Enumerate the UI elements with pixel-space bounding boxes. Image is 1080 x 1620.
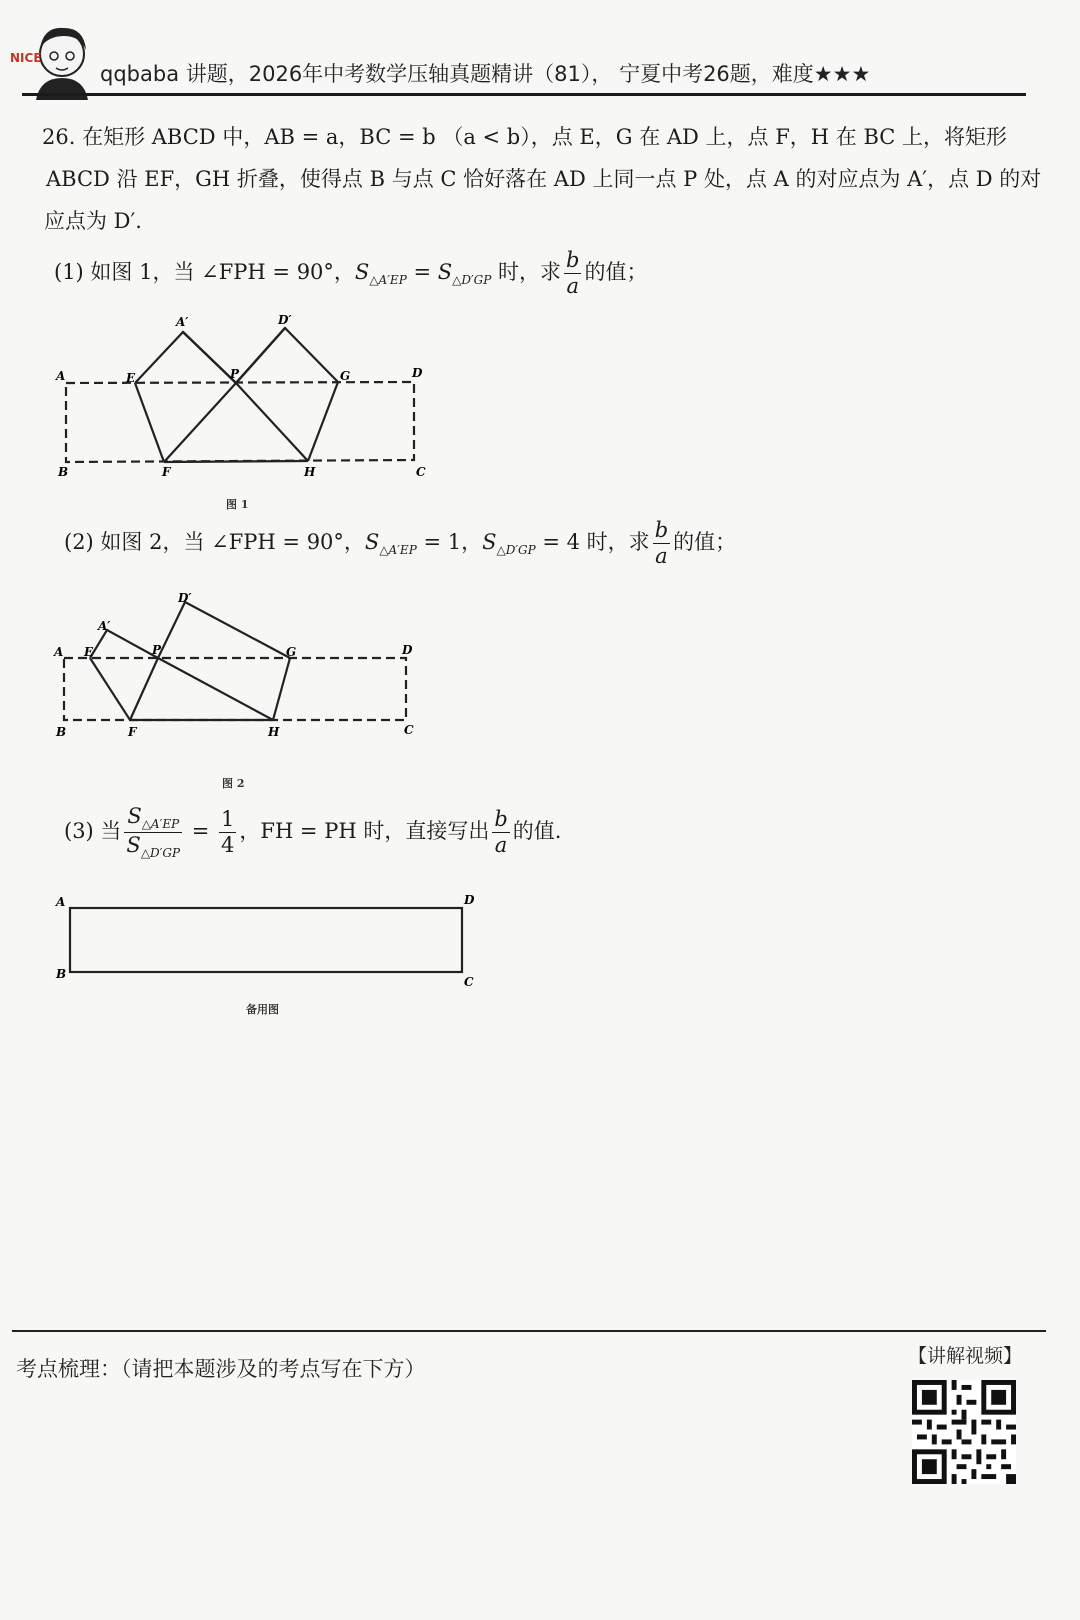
part1-suffix: 的值； xyxy=(584,260,648,284)
fig1-label-D-prime: D′ xyxy=(278,313,292,327)
part2-area-sub-2: △D′GP xyxy=(496,543,536,557)
part2-prefix: (2) 如图 2，当 ∠FPH = 90°， xyxy=(64,530,365,554)
figure-1 xyxy=(50,310,450,510)
fig2-label-B: B xyxy=(56,725,67,739)
fig2-label-G: G xyxy=(286,645,297,659)
fig3-label-D: D xyxy=(464,893,475,907)
part1-mid: 时，求 xyxy=(491,260,562,284)
figure-3-caption: 备用图 xyxy=(246,1003,279,1016)
figure-3-spare xyxy=(50,890,490,990)
part1-area-symbol-1: S xyxy=(354,260,370,284)
part2-ratio-num: b xyxy=(654,518,669,542)
part1-prefix: (1) 如图 1，当 ∠FPH = 90°， xyxy=(54,260,355,284)
fig2-label-D: D xyxy=(402,643,413,657)
problem-line-2: ABCD 沿 EF，GH 折叠，使得点 B 与点 C 恰好落在 AD 上同一点 P 处，点 A 的对应点为 A′，点 D 的对 xyxy=(46,167,1042,191)
video-label: 【讲解视频】 xyxy=(908,1345,1023,1367)
part3-mid: ，FH = PH 时，直接写出 xyxy=(239,819,490,843)
part2-suffix: 的值； xyxy=(673,530,737,554)
part1-ratio xyxy=(564,250,581,297)
part2-ratio-den: a xyxy=(655,544,668,568)
fig1-label-A-prime: A′ xyxy=(176,315,189,329)
part3-equals: = xyxy=(185,819,216,843)
fig1-label-G: G xyxy=(340,369,351,383)
author-avatar xyxy=(10,14,100,100)
fig1-label-A: A xyxy=(56,369,66,383)
part3-num-symbol: S xyxy=(127,804,142,828)
part2-value-1: = 1， xyxy=(416,530,483,554)
fig2-label-D-prime: D′ xyxy=(178,591,192,605)
part1-ratio-num: b xyxy=(566,248,580,272)
figure-2 xyxy=(50,590,430,765)
part3-ratio-num: 1 xyxy=(221,807,235,831)
part1-ratio-den: a xyxy=(566,274,580,298)
fig3-label-C: C xyxy=(464,975,474,989)
part3-answer-ratio xyxy=(492,809,509,856)
fig2-label-H: H xyxy=(268,725,280,739)
part3-suffix: 的值. xyxy=(512,819,562,843)
part2-value-2: = 4 时，求 xyxy=(535,530,650,554)
part3-question xyxy=(64,806,561,859)
avatar-caption: NICE xyxy=(10,51,42,65)
fig3-label-A: A xyxy=(56,895,66,909)
part2-area-symbol-1: S xyxy=(364,530,380,554)
footer-divider xyxy=(12,1330,1046,1332)
fig1-label-P: P xyxy=(230,367,240,381)
part2-area-symbol-2: S xyxy=(482,530,497,554)
part1-area-sub-1: △A′EP xyxy=(369,273,407,287)
part2-ratio xyxy=(653,520,670,567)
header-divider xyxy=(22,93,1026,96)
figure-1-caption: 图 1 xyxy=(226,498,249,511)
part3-area-ratio xyxy=(124,806,182,859)
fig3-label-B: B xyxy=(56,967,67,981)
figure-2-caption: 图 2 xyxy=(222,777,245,790)
problem-line-3: 应点为 D′. xyxy=(44,209,142,233)
part3-den-sub: △D′GP xyxy=(140,846,181,860)
qr-code-icon[interactable] xyxy=(912,1380,1016,1484)
part3-num-sub: △A′EP xyxy=(141,817,180,831)
fig2-label-F: F xyxy=(128,725,137,739)
part2-area-sub-1: △A′EP xyxy=(379,543,417,557)
part2-question xyxy=(64,520,736,567)
part1-area-symbol-2: S xyxy=(437,260,453,284)
fig1-label-B: B xyxy=(58,465,69,479)
part1-equals: = xyxy=(406,260,438,284)
fig2-label-A: A xyxy=(54,645,64,659)
problem-line-1: 26. 在矩形 ABCD 中，AB = a，BC = b （a < b），点 E，G 在 AD 上，点 F，H 在 BC 上，将矩形 xyxy=(42,125,1008,149)
page-title: qqbaba 讲题，2026年中考数学压轴真题精讲（81）， 宁夏中考26题，难度★★★ xyxy=(100,62,871,86)
part1-area-sub-2: △D′GP xyxy=(452,273,492,287)
fig2-label-E: E xyxy=(84,645,94,659)
fig1-label-H: H xyxy=(304,465,316,479)
fig2-label-P: P xyxy=(152,643,162,657)
part1-question xyxy=(54,250,647,297)
part3-prefix: (3) 当 xyxy=(64,819,122,843)
fig1-label-F: F xyxy=(162,465,171,479)
fig2-label-A-prime: A′ xyxy=(98,619,111,633)
fig2-label-C: C xyxy=(404,723,414,737)
part3-ratio-value xyxy=(219,809,236,856)
fig1-label-C: C xyxy=(416,465,426,479)
fig1-label-D: D xyxy=(412,366,423,380)
fig1-label-E: E xyxy=(126,371,136,385)
part3-answer-num: b xyxy=(494,807,508,831)
part3-answer-den: a xyxy=(494,833,508,857)
part3-ratio-den: 4 xyxy=(221,833,235,857)
key-points-label: 考点梳理：（请把本题涉及的考点写在下方） xyxy=(16,1357,426,1381)
part3-den-symbol: S xyxy=(126,833,141,857)
